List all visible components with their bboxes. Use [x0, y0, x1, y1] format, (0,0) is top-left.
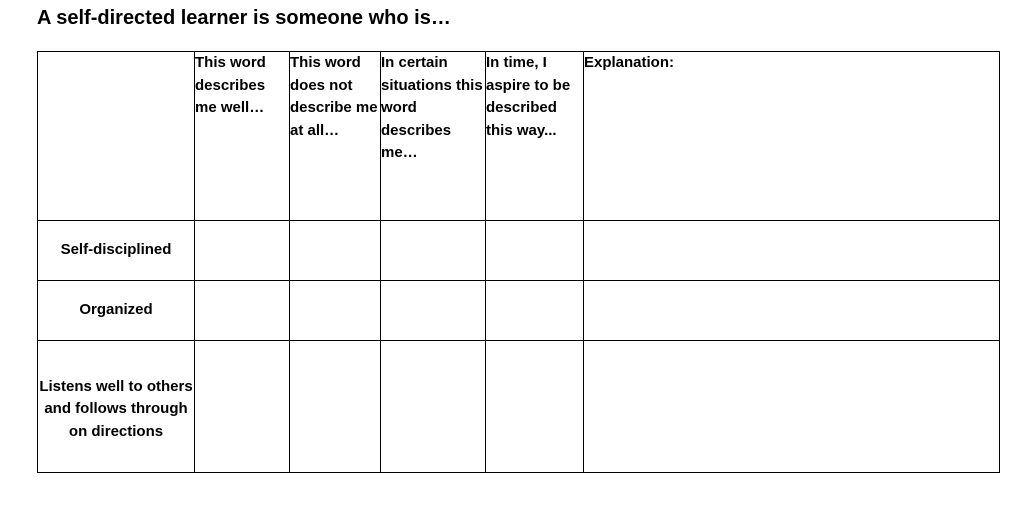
answer-cell[interactable]: [381, 341, 486, 473]
header-does-not-describe-me: This word does not describe me at all…: [290, 52, 381, 221]
header-aspire-to-be: In time, I aspire to be described this way...: [486, 52, 584, 221]
row-label-self-disciplined: Self-disciplined: [38, 221, 195, 281]
explanation-cell[interactable]: [584, 221, 1000, 281]
answer-cell[interactable]: [290, 341, 381, 473]
table-row: [38, 281, 1000, 341]
table-row: [38, 341, 1000, 473]
answer-cell[interactable]: [290, 281, 381, 341]
answer-cell[interactable]: [195, 341, 290, 473]
table-row: [38, 221, 1000, 281]
answer-cell[interactable]: [381, 281, 486, 341]
table-header-row: [38, 52, 1000, 221]
answer-cell[interactable]: [486, 221, 584, 281]
header-describes-me-well: This word describes me well…: [195, 52, 290, 221]
explanation-cell[interactable]: [584, 341, 1000, 473]
page-title: A self-directed learner is someone who is…: [37, 7, 451, 29]
answer-cell[interactable]: [381, 221, 486, 281]
row-label-listens-well: Listens well to others and follows through on directions: [38, 341, 195, 473]
answer-cell[interactable]: [486, 281, 584, 341]
self-assessment-table: [37, 51, 1000, 473]
header-explanation: Explanation:: [584, 52, 1000, 221]
answer-cell[interactable]: [195, 281, 290, 341]
answer-cell[interactable]: [195, 221, 290, 281]
answer-cell[interactable]: [486, 341, 584, 473]
answer-cell[interactable]: [290, 221, 381, 281]
table-corner-cell: [38, 52, 195, 221]
header-certain-situations: In certain situations this word describes me…: [381, 52, 486, 221]
row-label-organized: Organized: [38, 281, 195, 341]
explanation-cell[interactable]: [584, 281, 1000, 341]
